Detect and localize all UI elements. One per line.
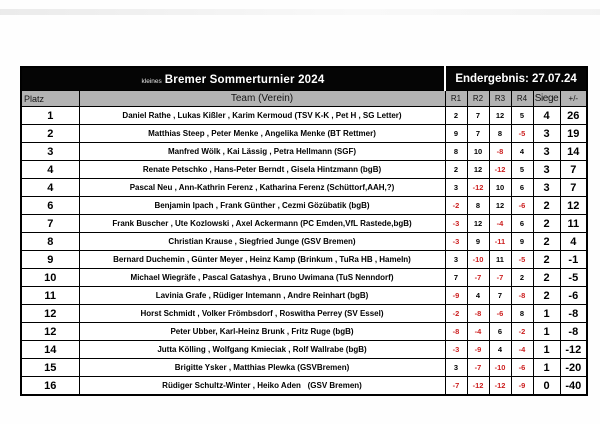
team-cell: Brigitte Ysker , Matthias Plewka (GSVBremen) [79,359,445,377]
round-3-score-cell: 10 [489,179,511,197]
round-1-score-cell: -7 [445,377,467,396]
round-2-score-cell: -8 [467,305,489,323]
final-result-date: Endergebnis: 27.07.24 [445,67,587,91]
table-row [21,197,587,215]
round-4-score-cell: -6 [511,359,533,377]
plusminus-cell: 12 [560,197,587,215]
table-row [21,215,587,233]
round-3-score-cell: -11 [489,233,511,251]
table-row [21,125,587,143]
rank-cell: 1 [21,107,79,125]
round-2-score-cell: 9 [467,233,489,251]
wins-cell: 2 [533,233,560,251]
table-row [21,251,587,269]
round-3-score-cell: -8 [489,143,511,161]
round-4-score-cell: -8 [511,287,533,305]
plusminus-cell: 14 [560,143,587,161]
round-4-score-cell: -5 [511,251,533,269]
team-cell: Daniel Rathe , Lukas Kißler , Karim Kermoud (TSV K-K , Pet H , SG Letter) [79,107,445,125]
col-header-r1: R1 [445,91,467,107]
round-1-score-cell: 3 [445,359,467,377]
wins-cell: 2 [533,269,560,287]
plusminus-cell: -8 [560,323,587,341]
wins-cell: 1 [533,341,560,359]
round-4-score-cell: 5 [511,161,533,179]
team-cell: Renate Petschko , Hans-Peter Berndt , Gisela Hintzmann (bgB) [79,161,445,179]
round-3-score-cell: -6 [489,305,511,323]
round-4-score-cell: 6 [511,179,533,197]
rank-cell: 11 [21,287,79,305]
rank-cell: 14 [21,341,79,359]
round-3-score-cell: -4 [489,215,511,233]
column-header-row [21,91,587,107]
col-header-r4: R4 [511,91,533,107]
round-1-score-cell: -3 [445,215,467,233]
wins-cell: 1 [533,323,560,341]
wins-cell: 3 [533,161,560,179]
round-2-score-cell: 12 [467,161,489,179]
title-main: Bremer Sommerturnier 2024 [164,74,325,86]
scan-artifact [0,9,600,15]
table-row [21,179,587,197]
rank-cell: 12 [21,305,79,323]
rank-cell: 6 [21,197,79,215]
table-row [21,341,587,359]
round-4-score-cell: 9 [511,233,533,251]
col-header-plusminus: +/- [560,91,587,107]
round-2-score-cell: -4 [467,323,489,341]
rank-cell: 3 [21,143,79,161]
round-4-score-cell: 2 [511,269,533,287]
rank-cell: 7 [21,215,79,233]
round-2-score-cell: 4 [467,287,489,305]
round-1-score-cell: -9 [445,287,467,305]
plusminus-cell: -12 [560,341,587,359]
plusminus-cell: -1 [560,251,587,269]
rank-cell: 15 [21,359,79,377]
team-cell: Horst Schmidt , Volker Frömbsdorf , Roswitha Perrey (SV Essel) [79,305,445,323]
round-1-score-cell: -3 [445,341,467,359]
round-1-score-cell: 8 [445,143,467,161]
round-3-score-cell: 12 [489,197,511,215]
wins-cell: 4 [533,107,560,125]
round-4-score-cell: 4 [511,143,533,161]
team-cell: Lavinia Grafe , Rüdiger Intemann , Andre Reinhart (bgB) [79,287,445,305]
round-4-score-cell: 8 [511,305,533,323]
round-2-score-cell: 10 [467,143,489,161]
title-bar [21,67,587,91]
round-1-score-cell: -8 [445,323,467,341]
round-4-score-cell: -6 [511,197,533,215]
round-1-score-cell: -3 [445,233,467,251]
round-4-score-cell: -2 [511,323,533,341]
table-row [21,143,587,161]
plusminus-cell: -5 [560,269,587,287]
team-cell: Peter Ubber, Karl-Heinz Brunk , Fritz Ruge (bgB) [79,323,445,341]
team-cell: Benjamin Ipach , Frank Günther , Cezmi Gözübatik (bgB) [79,197,445,215]
rank-cell: 10 [21,269,79,287]
rank-cell: 12 [21,323,79,341]
round-3-score-cell: 8 [489,125,511,143]
tournament-title [21,67,445,91]
plusminus-cell: 26 [560,107,587,125]
team-cell: Pascal Neu , Ann-Kathrin Ferenz , Katharina Ferenz (Schüttorf,AAH,?) [79,179,445,197]
rank-cell: 8 [21,233,79,251]
table-row [21,107,587,125]
wins-cell: 2 [533,251,560,269]
plusminus-cell: -6 [560,287,587,305]
round-2-score-cell: -10 [467,251,489,269]
round-2-score-cell: 7 [467,107,489,125]
team-cell: Christian Krause , Siegfried Junge (GSV Bremen) [79,233,445,251]
round-3-score-cell: -12 [489,161,511,179]
rank-cell: 9 [21,251,79,269]
wins-cell: 3 [533,179,560,197]
plusminus-cell: 4 [560,233,587,251]
team-cell: Matthias Steep , Peter Menke , Angelika Menke (BT Rettmer) [79,125,445,143]
tournament-results-table [20,66,588,396]
round-1-score-cell: -2 [445,305,467,323]
table-row [21,287,587,305]
round-1-score-cell: 2 [445,107,467,125]
round-1-score-cell: -2 [445,197,467,215]
wins-cell: 2 [533,197,560,215]
round-3-score-cell: 4 [489,341,511,359]
round-2-score-cell: -9 [467,341,489,359]
round-2-score-cell: -12 [467,377,489,396]
round-2-score-cell: -7 [467,269,489,287]
round-3-score-cell: 12 [489,107,511,125]
wins-cell: 1 [533,359,560,377]
col-header-team: Team (Verein) [79,91,445,107]
rank-cell: 2 [21,125,79,143]
team-cell: Michael Wiegräfe , Pascal Gatashya , Bruno Uwimana (TuS Nenndorf) [79,269,445,287]
round-1-score-cell: 9 [445,125,467,143]
col-header-r3: R3 [489,91,511,107]
round-2-score-cell: -12 [467,179,489,197]
round-4-score-cell: -5 [511,125,533,143]
plusminus-cell: 19 [560,125,587,143]
table-row [21,323,587,341]
team-cell: Bernard Duchemin , Günter Meyer , Heinz Kamp (Brinkum , TuRa HB , Hameln) [79,251,445,269]
table-row [21,359,587,377]
table-row [21,269,587,287]
round-3-score-cell: -7 [489,269,511,287]
round-3-score-cell: -12 [489,377,511,396]
round-2-score-cell: 12 [467,215,489,233]
plusminus-cell: -20 [560,359,587,377]
rank-cell: 4 [21,161,79,179]
round-1-score-cell: 3 [445,251,467,269]
plusminus-cell: -8 [560,305,587,323]
rank-cell: 4 [21,179,79,197]
round-1-score-cell: 3 [445,179,467,197]
title-prefix: kleines [141,78,162,85]
round-1-score-cell: 7 [445,269,467,287]
plusminus-cell: 7 [560,161,587,179]
wins-cell: 3 [533,143,560,161]
col-header-platz: Platz [21,91,79,107]
plusminus-cell: 7 [560,179,587,197]
round-1-score-cell: 2 [445,161,467,179]
col-header-siege: Siege [533,91,560,107]
round-3-score-cell: 11 [489,251,511,269]
results-body [21,107,587,396]
wins-cell: 2 [533,215,560,233]
table-row [21,377,587,396]
round-3-score-cell: -10 [489,359,511,377]
wins-cell: 3 [533,125,560,143]
table-row [21,233,587,251]
rank-cell: 16 [21,377,79,396]
round-4-score-cell: 5 [511,107,533,125]
round-2-score-cell: 8 [467,197,489,215]
table-row [21,305,587,323]
col-header-r2: R2 [467,91,489,107]
round-3-score-cell: 6 [489,323,511,341]
plusminus-cell: 11 [560,215,587,233]
round-2-score-cell: -7 [467,359,489,377]
round-4-score-cell: -9 [511,377,533,396]
team-cell: Rüdiger Schultz-Winter , Heiko Aden (GSV Bremen) [79,377,445,396]
team-cell: Manfred Wölk , Kai Lässig , Petra Hellmann (SGF) [79,143,445,161]
round-2-score-cell: 7 [467,125,489,143]
round-3-score-cell: 7 [489,287,511,305]
wins-cell: 2 [533,287,560,305]
wins-cell: 0 [533,377,560,396]
wins-cell: 1 [533,305,560,323]
team-cell: Frank Buscher , Ute Kozlowski , Axel Ackermann (PC Emden,VfL Rastede,bgB) [79,215,445,233]
round-4-score-cell: 6 [511,215,533,233]
table-row [21,161,587,179]
team-cell: Jutta Kölling , Wolfgang Kmieciak , Rolf Wallrabe (bgB) [79,341,445,359]
round-4-score-cell: -4 [511,341,533,359]
plusminus-cell: -40 [560,377,587,396]
